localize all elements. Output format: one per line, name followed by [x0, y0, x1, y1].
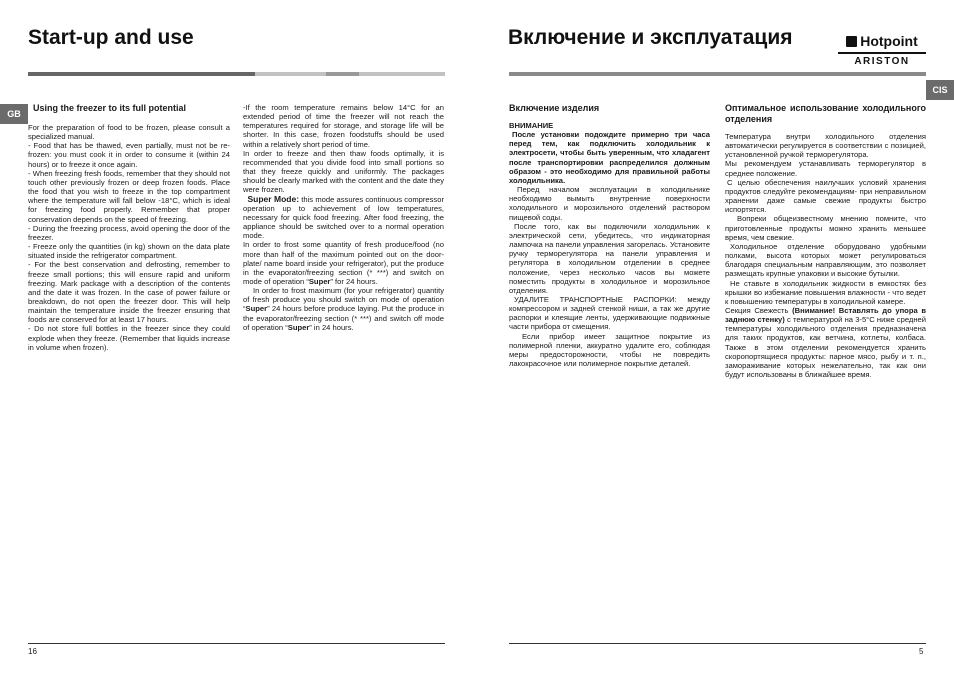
text: (Внимание! Вставлять до упора в заднюю стенку)	[725, 305, 926, 325]
super-mode-label: Super Mode:	[247, 193, 300, 204]
header-bar-right	[509, 72, 926, 76]
section-heading: Using the freezer to its full potential	[33, 103, 187, 113]
text: In order to frost some quantity of fresh produce/food (no more than half of the maximum pointed out on the door-plate/ name board inside your refrigerator), put the produce in the evaporator/freezing section (* ***) and switch on mode of operation “	[243, 240, 444, 286]
paragraph: Если прибор имеет защитное покрытие из полимерной пленки, аккуратно удалите его, соблюдая меры предосторожности, чтобы не повредить лакокрасочное или полимерное покрытие деталей.	[509, 331, 710, 369]
section-heading: Оптимальное использование холодильного отделения	[725, 103, 926, 124]
brand-name-bottom: ARISTON	[854, 56, 910, 67]
language-tag-cis: CIS	[926, 80, 954, 100]
paragraph: УДАЛИТЕ ТРАНСПОРТНЫЕ РАСПОРКИ: между компрессором и задней стенкой ниши, а так же другие распорки и клеящие ленты, удерживающие подвижные части прибора от смещения.	[509, 294, 710, 332]
text: ” in 24 hours.	[309, 322, 354, 332]
left-column-1	[28, 103, 230, 352]
paragraph: - Food that has be thawed, even partially, must not be re-frozen: you must cook it in order to consume it (within 24 hours) or to freeze it once again.	[28, 141, 230, 169]
paragraph: For the preparation of food to be frozen, please consult a specialized manual.	[28, 123, 230, 142]
footer-line-right	[509, 643, 926, 644]
paragraph: -If the room temperature remains below 14°C for an extended period of time the freezer will not reach the temperatures required for storage, and storage life will be shorter. In this case, frozen foodstuffs should be used within a relatively short period of time.	[243, 103, 444, 149]
header-bar-segment	[326, 72, 359, 76]
paragraph: - When freezing fresh foods, remember that they should not touch other previously frozen or deep frozen foods. Place the food that you wish to freeze in the top compartment where the temperature will fall below -18°C, which is ideal for freezing food properly. Remember that proper conservation depends on the speed of freezing.	[28, 168, 230, 224]
text: Super	[287, 322, 310, 332]
brand-name-top: Hotpoint	[860, 33, 918, 49]
paragraph: - For the best conservation and defrosting, remember to freeze small portions; this will ensure rapid and uniform freezing. Mark package with a description of the contents and the date it was frozen. In the case of power failure or breakdown, do not open the freezer door. This will help maintain the temperature inside the freezer ensuring that foods are conserved for at least 17 hours.	[28, 260, 230, 325]
brand-logo	[838, 33, 926, 67]
left-column-2	[243, 103, 444, 332]
paragraph	[243, 240, 444, 286]
paragraph: Холодильное отделение оборудовано удобными полками, высота которых может регулироваться благодаря специальным направляющим, это позволяет размещать крупные упаковки и высокие бутылки.	[725, 241, 926, 279]
text: this mode assures continuous compressor operation up to achievement of low temperatures, necessary for quick food freezing. After food freezing, the appliance should be switched over to a normal operation mode.	[243, 194, 444, 241]
text: Super	[245, 304, 268, 314]
language-tag-gb: GB	[0, 104, 28, 124]
header-bar-left	[28, 72, 255, 76]
text: ” 24 hours before produce laying. Put the produce in the evaporator/freezing section (* ***) and switch off mode of operation “	[243, 304, 444, 332]
text: Секция Свежесть	[725, 305, 793, 315]
paragraph: Мы рекомендуем устанавливать терморегулятор в среднее положение.	[725, 159, 926, 178]
paragraph: Температура внутри холодильного отделения автоматически регулируется в соответствии с позицией, установленной ручкой терморегулятора.	[725, 132, 926, 160]
paragraph: Перед началом эксплуатации в холодильнике необходимо вымыть внутренние поверхности холодильного и морозильного отделений раствором пищевой соды.	[509, 185, 710, 222]
header-bar-segment	[359, 72, 445, 76]
page-title-right: Включение и эксплуатация	[508, 26, 793, 49]
paragraph: - Do not store full bottles in the freezer since they could explode when they freeze. (Remember that liquids increase in volume when frozen).	[28, 324, 230, 352]
paragraph: С целью обеспечения наилучших условий хранения продуктов следуйте рекомендациям- при неправильном хранении даже самые свежие продукты быстро испортятся.	[725, 177, 926, 215]
right-column-2	[725, 103, 926, 379]
brand-divider	[838, 52, 926, 54]
paragraph: - Freeze only the quantities (in kg) shown on the data plate situated inside the refrigerator compartment.	[28, 242, 230, 261]
hotpoint-logo-icon	[846, 36, 857, 47]
paragraph	[243, 195, 444, 241]
page-number-left: 16	[28, 647, 37, 656]
header-bar-segment	[255, 72, 326, 76]
paragraph: После того, как вы подключили холодильник к электрической сети, убедитесь, что индикаторная лампочка на панели управления загорелась. Установите ручку терморегулятора на панели управления и регулятора в холодильном отделении в среднее положение, через несколько часов вы можете поместить продукты в холодильное и морозильное отделения.	[509, 221, 710, 295]
paragraph: Не ставьте в холодильник жидкости в емкостях без крышки во избежание повышения влажности - что ведет к повышению температуры в холодильной камере.	[725, 278, 926, 306]
paragraph	[725, 306, 926, 379]
text: Super	[308, 276, 331, 286]
section-heading: Включение изделия	[509, 103, 600, 113]
paragraph	[243, 286, 444, 332]
text: In order to frost maximum (for your refrigerator) quantity of fresh produce you should switch on mode of operation “	[243, 286, 444, 314]
text: ” for 24 hours.	[330, 276, 378, 286]
right-column-1	[509, 103, 710, 368]
text: с температурой на 3-5°С ниже средней температуры холодильного отделения предназначена для таких продуктов, как ветчина, котлеты, колбаса. Также в этом отделении рекомендуется хранить скоропортящиеся продукты: парное мясо, рыбу и т. п., замораживание которых нежелательно, так как они будут использованы в ближайшее время.	[725, 315, 926, 380]
warning-text: После установки подождите примерно три часа перед тем, как подключить холодильник к электросети, чтобы быть уверенным, что хладагент после транспортировки распределился должным образом - это необходимо для правильной работы холодильника.	[509, 130, 710, 185]
paragraph: - During the freezing process, avoid opening the door of the freezer.	[28, 223, 230, 242]
paragraph: In order to freeze and then thaw foods optimally, it is recommended that you divide food into small portions so that they freeze quickly and uniformly. The packages should be clearly marked with the content and the date they were frozen.	[243, 148, 444, 195]
warning-label: ВНИМАНИЕ	[509, 121, 554, 130]
page-number-right: 5	[919, 647, 924, 656]
page-title-left: Start-up and use	[28, 26, 194, 49]
footer-line-left	[28, 643, 445, 644]
paragraph: Вопреки общеизвестному мнению помните, что приготовленные продукты можно хранить меньшее время, чем свежие.	[725, 214, 926, 242]
